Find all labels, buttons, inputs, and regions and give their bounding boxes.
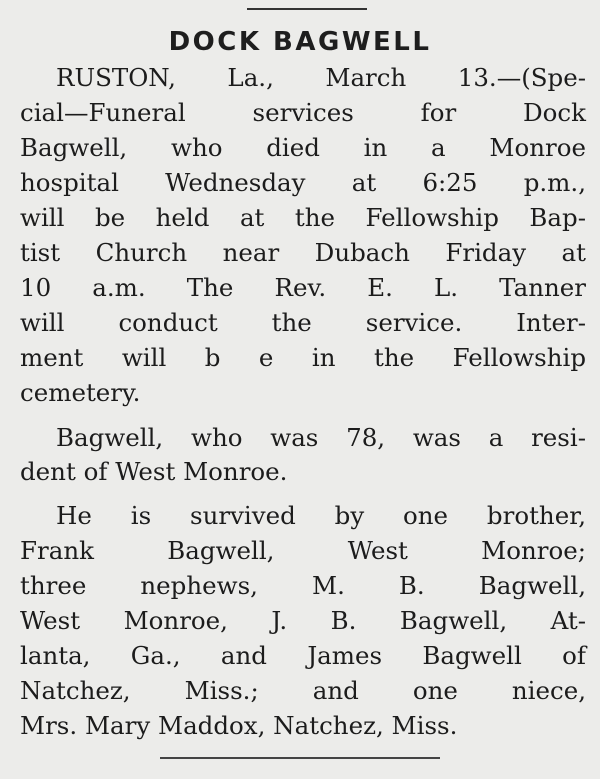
article-line: Natchez, Miss.; and one niece, <box>20 676 586 705</box>
article-line: Bagwell, who was 78, was a resi- <box>56 423 586 452</box>
article-line: Mrs. Mary Maddox, Natchez, Miss. <box>20 711 458 740</box>
article-line: hospital Wednesday at 6:25 p.m., <box>20 168 586 197</box>
article-line: cemetery. <box>20 378 141 407</box>
top-column-rule <box>247 8 367 10</box>
bottom-column-rule <box>160 757 440 759</box>
article-line: Frank Bagwell, West Monroe; <box>20 536 586 565</box>
article-line: ment will b e in the Fellowship <box>20 343 586 372</box>
article-line: three nephews, M. B. Bagwell, <box>20 571 586 600</box>
article-line: Bagwell, who died in a Monroe <box>20 133 586 162</box>
article-line: 10 a.m. The Rev. E. L. Tanner <box>20 273 586 302</box>
article-line: West Monroe, J. B. Bagwell, At- <box>20 606 586 635</box>
article-line: will conduct the service. Inter- <box>20 308 586 337</box>
article-line: He is survived by one brother, <box>56 501 586 530</box>
article-line: tist Church near Dubach Friday at <box>20 238 586 267</box>
article-line: dent of West Monroe. <box>20 457 288 486</box>
article-line: cial—Funeral services for Dock <box>20 98 586 127</box>
article-line: lanta, Ga., and James Bagwell of <box>20 641 586 670</box>
article-line: RUSTON, La., March 13.—(Spe- <box>56 63 586 92</box>
headline: DOCK BAGWELL <box>168 27 432 57</box>
article-line: will be held at the Fellowship Bap- <box>20 203 586 232</box>
